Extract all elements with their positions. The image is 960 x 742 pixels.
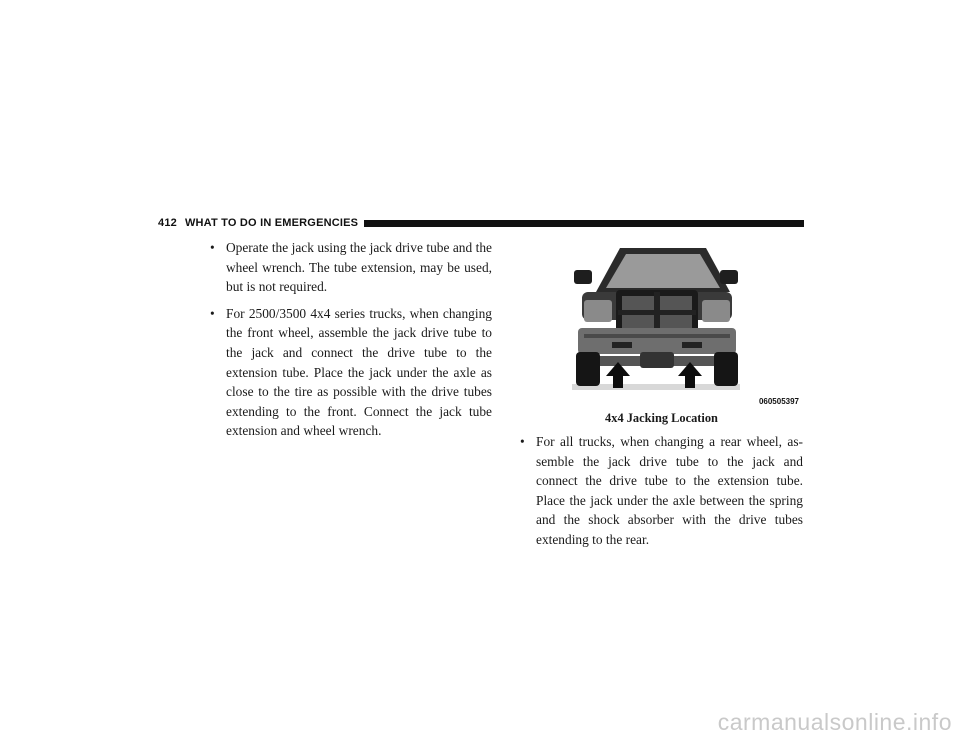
bullet-text: Operate the jack using the jack drive tube and the wheel wrench. The tube extension, may be used, but is not required.: [226, 240, 492, 295]
list-item: [210, 304, 492, 441]
section-title: WHAT TO DO IN EMERGENCIES: [184, 217, 359, 229]
list-item: [210, 238, 492, 297]
bullet-text: For all trucks, when changing a rear wheel, as- semble the jack drive tube to the jack and connect the drive tube to the extension tube. Place the jack under the axle between the spring and the shock absorber with the drive tubes extending to the rear.: [536, 434, 803, 547]
left-column: [210, 238, 492, 448]
bullet-icon: •: [210, 240, 215, 255]
right-column: [520, 432, 803, 557]
bullet-icon: •: [520, 434, 525, 449]
watermark-text: carmanualsonline: [717, 709, 907, 735]
figure-code: 060505397: [758, 397, 799, 406]
page-header: [158, 216, 804, 230]
watermark-suffix: .info: [906, 709, 952, 735]
figure-caption: 4x4 Jacking Location: [605, 411, 718, 425]
page-number: 412: [158, 217, 177, 229]
header-rule: [364, 220, 804, 227]
list-item: [520, 432, 803, 550]
bullet-text: For 2500/3500 4x4 series trucks, when changing the front wheel, assemble the jack drive tube to the jack and connect the drive tube to the extension tube. Place the jack under the axle as close to the tire as possible with the drive tubes extending to the front. Connect the jack tube extension and wheel wrench.: [226, 305, 492, 439]
watermark: [718, 709, 952, 736]
bullet-icon: •: [210, 305, 215, 321]
truck-figure: [520, 236, 803, 408]
truck-front-illustration: [520, 236, 803, 408]
